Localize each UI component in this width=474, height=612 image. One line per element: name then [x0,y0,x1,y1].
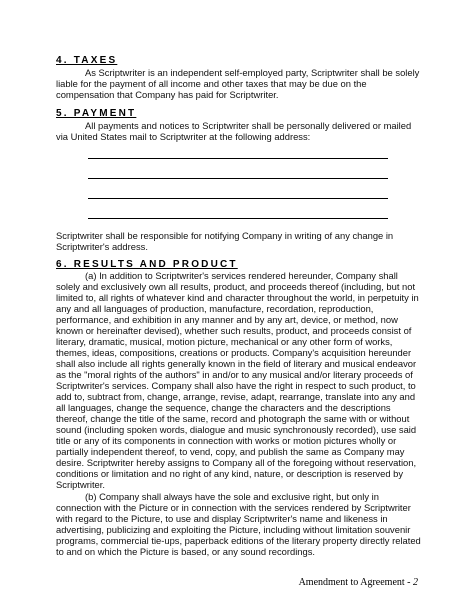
section-heading-taxes: 4. TAXES [56,55,118,66]
taxes-line-1: As Scriptwriter is an independent self-employed party, Scriptwriter shall be solely [85,67,420,78]
address-blank-line-4 [88,218,388,219]
results-line-4: any and all languages of production, manufacture, recordation, reproduction, [56,303,374,314]
payment-notice-line-1: Scriptwriter shall be responsible for notifying Company in writing of any change in [56,230,394,241]
results-line-12: add to, subtract from, change, arrange, revise, adapt, rearrange, translate into any and [56,391,416,402]
results-line-22: connection with the Picture or in connection with the services rendered by Scriptwriter [56,502,411,513]
results-line-5: performance, and exhibition in any manner and by any art, device, or method, now [56,314,398,325]
results-line-9: shall also include all rights generally known in the field of literary and musical endeavor [56,358,417,369]
results-line-2: solely and exclusively own all results, product, and proceeds thereof (including, but not [56,281,416,292]
results-line-21: (b) Company shall always have the sole and exclusive right, but only in [85,491,379,502]
results-line-18: desire. Scriptwriter hereby assigns to Company all of the foregoing without reservation, [56,457,417,468]
address-blank-line-1 [88,158,388,159]
results-line-8: themes, ideas, compositions, creations or products. Company's acquisition hereunder [56,347,412,358]
results-line-19: conditions or limitation and no right of any kind, nature, or description is reserved by [56,468,404,479]
footer-page-number: 2 [413,577,418,588]
results-line-17: partially independent thereof, to vend, copy, and publish the same as Company may [56,446,405,457]
results-line-25: programs, commercial tie-ups, paperback editions of the literary property directly related [56,535,421,546]
section-heading-results-and-product: 6. RESULTS AND PRODUCT [56,259,238,270]
payment-line-1: All payments and notices to Scriptwriter shall be personally delivered or mailed [85,120,412,131]
results-line-10: as the "moral rights of the authors" in and/or to any musical and/or literary proceeds of [56,369,413,380]
results-line-16: title or any of its components in connection with works or motion pictures wholly or [56,435,397,446]
results-line-7: literary, dramatic, musical, motion picture, mechanical or any other form of works, [56,336,393,347]
results-line-14: thereof, change the title of the same, record and photograph the same with or without [56,413,410,424]
results-line-24: advertising, publicizing and exploiting the Picture, including without limitation souvenir [56,524,411,535]
results-line-23: with regard to the Picture, to use and display Scriptwriter's name and likeness in [56,513,388,524]
results-line-11: Scriptwriter's services. Company shall also have the right in respect to such product, to [56,380,416,391]
taxes-line-3: compensation that Company has paid for Scriptwriter. [56,89,279,100]
payment-notice-line-2: Scriptwriter's address. [56,241,148,252]
results-line-1: (a) In addition to Scriptwriter's services rendered hereunder, Company shall [85,270,398,281]
results-line-3: limited to, all rights of whatever kind and character throughout the world, in perpetuity in [56,292,419,303]
taxes-line-2: liable for the payment of all income and other taxes that may be due on the [56,78,367,89]
address-blank-line-2 [88,178,388,179]
address-blank-line-3 [88,198,388,199]
results-line-13: all languages, change the sequence, change the characters and the descriptions [56,402,391,413]
results-line-6: known or hereinafter devised), whether such results, product, and proceeds consist of [56,325,412,336]
payment-line-2: via United States mail to Scriptwriter at the following address: [56,131,311,142]
section-heading-payment: 5. PAYMENT [56,108,137,119]
results-line-20: Scriptwriter. [56,479,105,490]
footer-label: Amendment to Agreement - [298,577,413,588]
page-footer [299,577,418,589]
results-line-26: to and on which the Picture is based, or any sound recordings. [56,546,316,557]
results-line-15: sound (including spoken words, dialogue and music synchronously recorded), use said [56,424,417,435]
